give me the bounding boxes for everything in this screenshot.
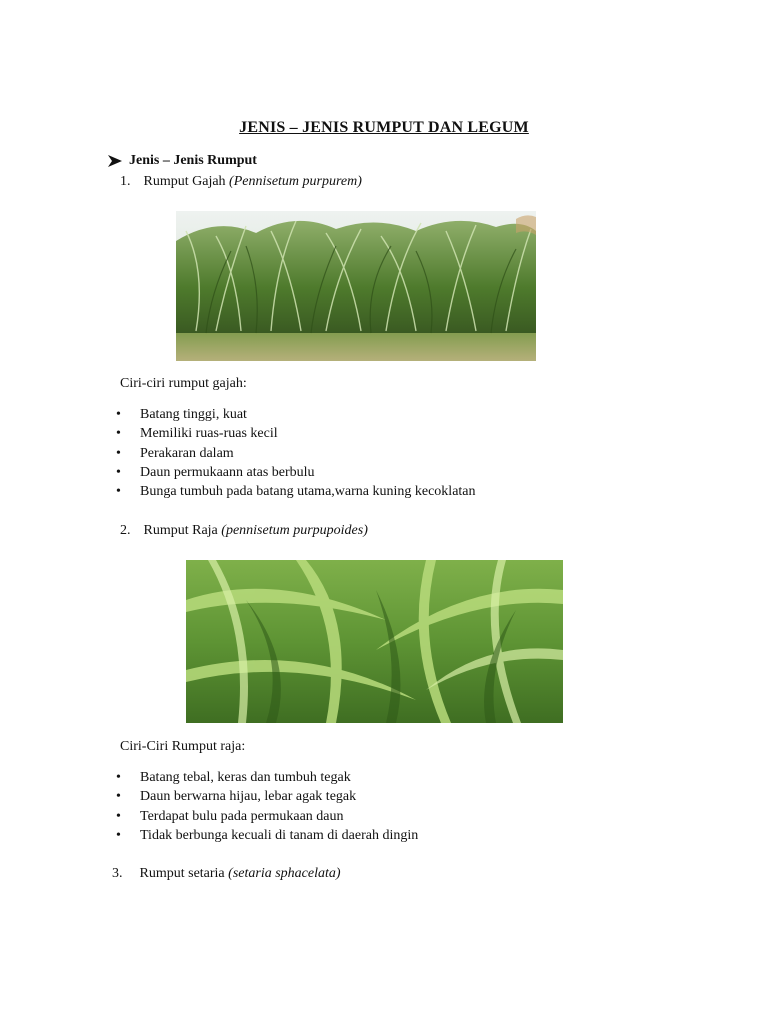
item-number: 1.: [120, 174, 131, 189]
list-item: • Terdapat bulu pada permukaan daun: [116, 807, 418, 826]
list-item: • Tidak berbunga kecuali di tanam di daerah dingin: [116, 826, 418, 845]
rumput-gajah-photo: [176, 211, 536, 361]
list-item: • Batang tinggi, kuat: [116, 405, 476, 424]
list-item: • Bunga tumbuh pada batang utama,warna kuning kecoklatan: [116, 482, 476, 501]
list-item: • Perakaran dalam: [116, 444, 476, 463]
rumput-raja-photo: [186, 560, 563, 723]
section-heading: [107, 153, 257, 169]
bullet-icon: •: [116, 827, 121, 843]
item-caption: Ciri-ciri rumput gajah:: [120, 376, 247, 391]
list-item: • Daun berwarna hijau, lebar agak tegak: [116, 787, 418, 806]
bullet-icon: •: [116, 770, 121, 785]
item-latin-name: (setaria sphacelata): [228, 866, 341, 881]
item-latin-name: (Pennisetum purpurem): [229, 174, 362, 189]
bullet-list-rumput-gajah: [116, 405, 476, 501]
list-item-rumput-gajah: [120, 174, 362, 190]
section-label: Jenis – Jenis Rumput: [129, 153, 257, 168]
bullet-icon: •: [116, 407, 121, 422]
bullet-list-rumput-raja: [116, 768, 418, 845]
page-title: JENIS – JENIS RUMPUT DAN LEGUM: [239, 119, 529, 136]
bullet-icon: •: [116, 484, 121, 500]
list-item: • Memiliki ruas-ruas kecil: [116, 424, 476, 443]
item-number: 2.: [120, 523, 131, 538]
list-item: • Batang tebal, keras dan tumbuh tegak: [116, 768, 418, 787]
list-item: • Daun permukaann atas berbulu: [116, 463, 476, 482]
arrowhead-bullet-icon: [107, 154, 123, 168]
list-item-rumput-raja: [120, 523, 368, 539]
item-caption: Ciri-Ciri Rumput raja:: [120, 739, 246, 754]
item-name: Rumput Raja: [143, 523, 222, 538]
bullet-icon: •: [116, 464, 121, 480]
bullet-icon: •: [116, 808, 121, 824]
item-name: Rumput setaria: [139, 866, 229, 881]
list-item-rumput-setaria: [112, 866, 341, 882]
item-number: 3.: [112, 866, 123, 881]
bullet-icon: •: [116, 445, 121, 461]
item-latin-name: (pennisetum purpupoides): [221, 523, 368, 538]
bullet-icon: •: [116, 789, 121, 805]
item-name: Rumput Gajah: [143, 174, 230, 189]
bullet-icon: •: [116, 426, 121, 442]
